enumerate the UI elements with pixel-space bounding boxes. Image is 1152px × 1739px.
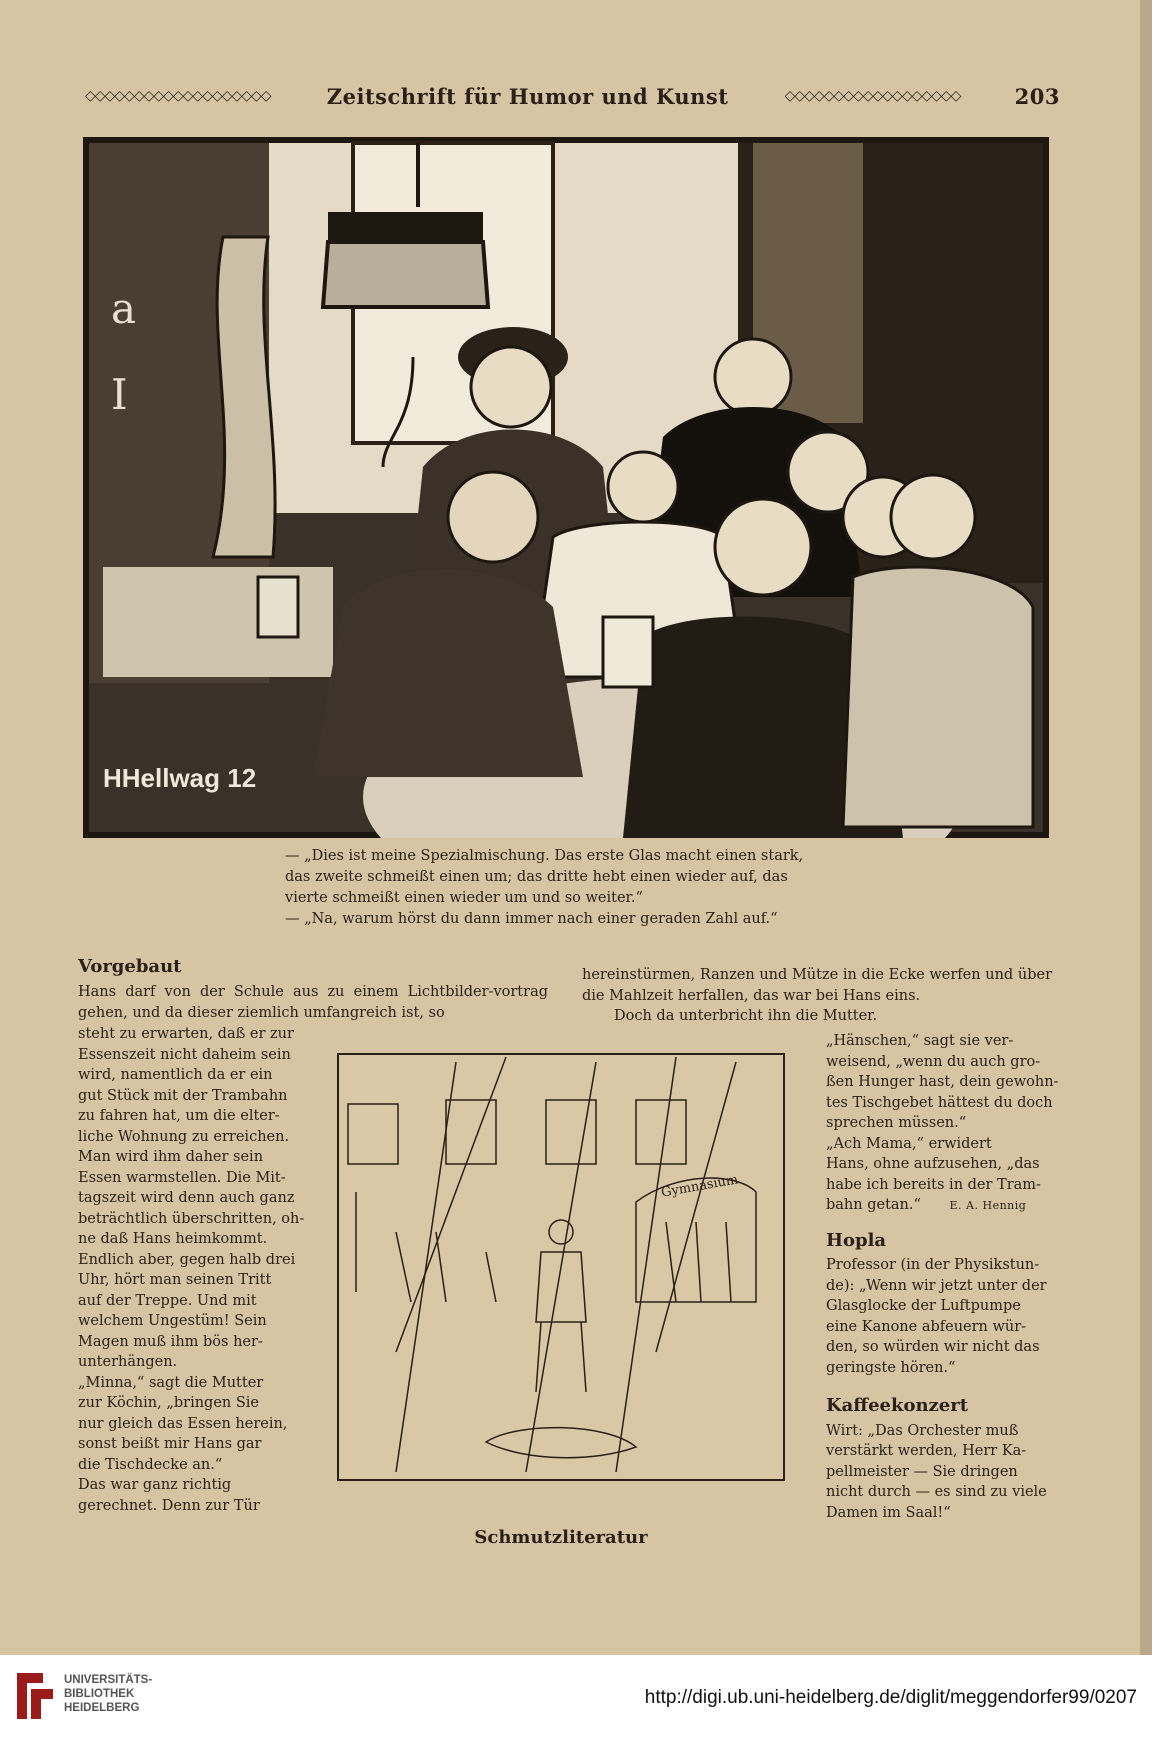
text-line: Essen warmstellen. Die Mit- xyxy=(78,1169,286,1186)
text-line: tagszeit wird denn auch ganz xyxy=(78,1190,295,1206)
caption-line: das zweite schmeißt einen um; das dritte hebt einen wieder auf, das xyxy=(285,869,788,885)
text-line: de): „Wenn wir jetzt unter der xyxy=(826,1277,1047,1294)
text-line: zu fahren hat, um die elter- xyxy=(78,1108,280,1124)
text-line: sprechen müssen.“ xyxy=(826,1115,967,1131)
text-line: eine Kanone abfeuern wür- xyxy=(826,1318,1027,1335)
library-logo-icon xyxy=(13,1669,57,1723)
library-footer xyxy=(0,1655,1152,1739)
text-line: Hans, ohne aufzusehen, „das xyxy=(826,1156,1040,1172)
sign-text: Gymnasium xyxy=(660,1172,740,1201)
story-title-kaffeekonzert: Kaffeekonzert xyxy=(826,1395,969,1416)
header-ornament-left: ◇◇◇◇◇◇◇◇◇◇◇◇◇◇◇◇◇◇◇ xyxy=(85,88,271,104)
text-line: pellmeister — Sie dringen xyxy=(826,1463,1018,1480)
story-vorgebaut-body xyxy=(78,1024,305,1516)
story-vorgebaut-continuation xyxy=(582,965,1052,1027)
library-name-line: HEIDELBERG xyxy=(64,1702,140,1714)
caption-line: vierte schmeißt einen wieder um und so weiter.“ xyxy=(285,890,643,906)
illustration-title: Schmutzliteratur xyxy=(474,1527,648,1548)
text-line: Essenszeit nicht daheim sein xyxy=(78,1046,291,1063)
text-line: ne daß Hans heimkommt. xyxy=(78,1231,268,1247)
right-column xyxy=(826,1031,1059,1523)
text-line: Das war ganz richtig xyxy=(78,1477,232,1493)
text-line: verstärkt werden, Herr Ka- xyxy=(826,1443,1027,1459)
page-edge xyxy=(1140,0,1152,1655)
text-line: Uhr, hört man seinen Tritt xyxy=(78,1272,272,1288)
source-url-link[interactable]: http://digi.ub.uni-heidelberg.de/diglit/meggendorfer99/0207 xyxy=(644,1687,1137,1708)
library-name-line: UNIVERSITÄTS- xyxy=(64,1674,153,1686)
svg-text:a: a xyxy=(111,284,137,333)
text-line: zur Köchin, „bringen Sie xyxy=(78,1395,260,1411)
caption-line: — „Na, warum hörst du dann immer nach einer geraden Zahl auf.“ xyxy=(285,911,778,927)
text-line: den, so würden wir nicht das xyxy=(826,1339,1040,1355)
text-line xyxy=(826,1195,1051,1217)
text-line: weisend, „wenn du auch gro- xyxy=(826,1053,1041,1070)
text-line: unterhängen. xyxy=(78,1354,178,1370)
text-line: wird, namentlich da er ein xyxy=(78,1067,273,1083)
journal-title: Zeitschrift für Humor und Kunst xyxy=(326,83,729,109)
text-line: nur gleich das Essen herein, xyxy=(78,1415,288,1432)
text-line: Glasglocke der Luftpumpe xyxy=(826,1298,1021,1314)
text-line: „Minna,“ sagt die Mutter xyxy=(78,1374,264,1391)
story-title: Vorgebaut xyxy=(78,956,182,977)
svg-text:I: I xyxy=(111,370,128,419)
text-line: „Hänschen,“ sagt sie ver- xyxy=(826,1033,1014,1049)
page-number: 203 xyxy=(1014,83,1060,109)
text-paragraph: Doch da unterbricht ihn die Mutter. xyxy=(614,1008,878,1024)
text-paragraph: hereinstürmen, Ranzen und Mütze in die Ecke werfen und über die Mahlzeit herfallen, das war bei Hans eins. xyxy=(582,967,1052,1004)
library-name-line: BIBLIOTHEK xyxy=(64,1688,135,1700)
story-vorgebaut-heading xyxy=(78,957,378,982)
text-line: ßen Hunger hast, dein gewohn- xyxy=(826,1074,1059,1090)
library-name xyxy=(64,1673,152,1715)
text-line-end: bahn getan.“ xyxy=(826,1197,921,1213)
text-line: Professor (in der Physikstun- xyxy=(826,1257,1040,1273)
header-ornament-right: ◇◇◇◇◇◇◇◇◇◇◇◇◇◇◇◇◇◇ xyxy=(784,88,961,104)
text-line: Damen im Saal!“ xyxy=(826,1504,951,1521)
text-line: Endlich aber, gegen halb drei xyxy=(78,1251,296,1268)
tavern-illustration xyxy=(83,137,1049,838)
text-line: sonst beißt mir Hans gar xyxy=(78,1436,262,1452)
artist-signature: HHellwag 12 xyxy=(103,763,257,793)
text-line: Man wird ihm daher sein xyxy=(78,1149,264,1165)
text-line: habe ich bereits in der Tram- xyxy=(826,1176,1041,1193)
text-line: geringste hören.“ xyxy=(826,1359,956,1376)
story-vorgebaut-intro: Hans darf von der Schule aus zu einem Lichtbilder-vortrag gehen, und da dieser ziemlich umfangreich ist, so xyxy=(78,984,548,1021)
illustration-caption xyxy=(285,846,845,930)
text-line: nicht durch — es sind zu viele xyxy=(826,1484,1047,1500)
text-line: steht zu erwarten, daß er zur xyxy=(78,1026,294,1042)
text-line: Wirt: „Das Orchester muß xyxy=(826,1422,1019,1439)
schmutzliteratur-illustration xyxy=(336,1052,786,1482)
text-line: liche Wohnung zu erreichen. xyxy=(78,1128,290,1145)
running-header xyxy=(85,76,1060,116)
text-line: gerechnet. Denn zur Tür xyxy=(78,1497,260,1514)
text-line: gut Stück mit der Trambahn xyxy=(78,1087,288,1104)
text-line: „Ach Mama,“ erwidert xyxy=(826,1135,992,1152)
text-line: die Tischdecke an.“ xyxy=(78,1456,223,1473)
caption-line: — „Dies ist meine Spezialmischung. Das erste Glas macht einen stark, xyxy=(285,848,804,864)
story-title-hopla: Hopla xyxy=(826,1229,887,1251)
text-line: auf der Treppe. Und mit xyxy=(78,1292,257,1309)
text-line: tes Tischgebet hättest du doch xyxy=(826,1094,1053,1111)
text-line: Magen muß ihm bös her- xyxy=(78,1333,263,1350)
text-line: welchem Ungestüm! Sein xyxy=(78,1313,267,1329)
text-line: beträchtlich überschritten, oh- xyxy=(78,1210,305,1227)
author-signature: E. A. Hennig xyxy=(949,1199,1027,1212)
